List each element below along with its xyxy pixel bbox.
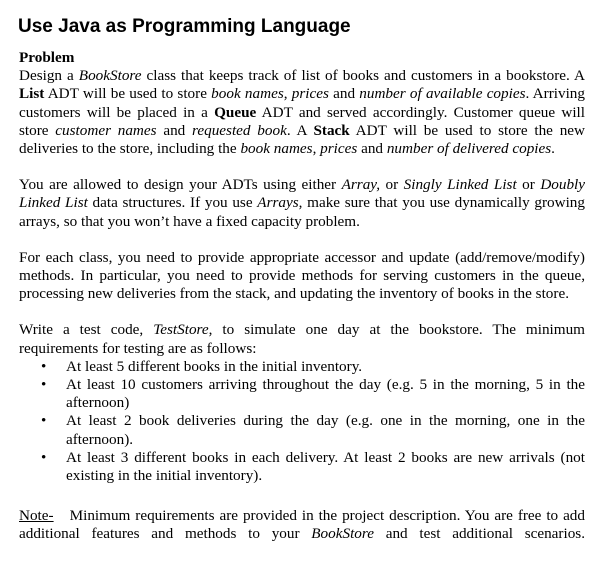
- italic-text: number of available copies: [359, 85, 526, 103]
- text-run: class that keeps track of list of books and customers in a bookstore. A: [141, 67, 585, 85]
- text-run: and: [156, 121, 193, 139]
- italic-text: prices: [320, 140, 358, 158]
- text-run: and: [328, 85, 360, 103]
- bullet-icon: •: [41, 357, 47, 375]
- page-bottom-edge: [0, 580, 607, 587]
- page-title: Use Java as Programming Language: [18, 16, 351, 37]
- italic-text: Singly Linked List: [403, 176, 517, 194]
- requirements-list: [19, 358, 585, 485]
- text-run: ,: [283, 85, 292, 103]
- text-run: ADT and served accordingly. Customer queue will store: [19, 103, 585, 139]
- text-run: . A: [286, 121, 314, 139]
- italic-text: TestStore: [153, 321, 209, 339]
- bullet-icon: •: [41, 448, 47, 466]
- italic-text: number of delivered copies: [386, 140, 552, 158]
- paragraph-design: [19, 67, 585, 158]
- bullet-icon: •: [41, 412, 47, 430]
- list-item: [19, 376, 585, 412]
- list-item: [19, 449, 585, 485]
- text-run: ADT will be used to store the new deliveries to the store, including the: [19, 121, 586, 158]
- text-run: You are allowed to design your ADTs using either: [19, 176, 342, 194]
- text-run: data structures. If you use: [87, 194, 258, 212]
- italic-text: book names: [211, 85, 284, 103]
- paragraph-methods: [19, 249, 585, 304]
- italic-text: requested book: [192, 121, 287, 139]
- text-run: , to simulate one day at the bookstore. The minimum requirements for testing are as follows:: [19, 321, 586, 357]
- italic-text: prices: [291, 85, 329, 103]
- text-run: , make sure that you use dynamically growing arrays, so that you won’t have a fixed capacity problem.: [19, 194, 585, 230]
- bold-text: List: [19, 85, 45, 103]
- text-run: Write a test code,: [19, 321, 154, 339]
- paragraph-test-code: [19, 321, 585, 357]
- note-label: Note-: [19, 507, 54, 525]
- italic-text: Array,: [341, 176, 380, 194]
- paragraph-data-structures: [19, 176, 585, 231]
- document-body: [19, 49, 585, 544]
- italic-text: Arrays: [257, 194, 299, 212]
- italic-text: BookStore: [311, 525, 374, 543]
- requirement-text: At least 3 different books in each delivery. At least 2 books are new arrivals (not existing in the initial inventory).: [66, 448, 585, 485]
- bold-text: Stack: [313, 121, 350, 139]
- list-item: [19, 412, 585, 448]
- text-run: For each class, you need to provide appropriate accessor and update (add/remove/modify) methods. In particular, you need to provide methods for serving customers in the queue, processing new deliveries from the stack, and updating the inventory of books in the store.: [19, 248, 585, 303]
- requirement-text: At least 10 customers arriving throughout the day (e.g. 5 in the morning, 5 in the afternoon): [66, 376, 585, 412]
- text-run: ,: [312, 140, 321, 158]
- bullet-icon: •: [41, 376, 47, 394]
- text-run: Minimum requirements are provided in the project description. You are free to add additional features and methods to your: [19, 507, 585, 543]
- text-run: Design a: [19, 67, 79, 85]
- text-run: and test additional scenarios.: [373, 525, 585, 543]
- paragraph-note: [19, 507, 585, 543]
- text-run: . Arriving customers will be placed in a: [19, 85, 585, 121]
- bold-text: Queue: [214, 103, 257, 121]
- italic-text: Doubly Linked List: [19, 176, 586, 212]
- text-run: or: [380, 176, 404, 194]
- note-text: [19, 507, 585, 542]
- text-run: ADT will be used to store: [44, 85, 212, 103]
- text-run: or: [516, 176, 541, 194]
- problem-label: Problem: [19, 49, 75, 66]
- text-run: .: [551, 140, 555, 158]
- italic-text: BookStore: [78, 67, 142, 85]
- requirement-text: At least 2 book deliveries during the day (e.g. one in the morning, one in the afternoon).: [66, 412, 585, 448]
- requirement-text: At least 5 different books in the initial inventory.: [66, 357, 363, 375]
- list-item: [19, 358, 585, 376]
- italic-text: customer names: [55, 121, 157, 139]
- italic-text: book names: [240, 140, 313, 158]
- text-run: and: [357, 140, 387, 158]
